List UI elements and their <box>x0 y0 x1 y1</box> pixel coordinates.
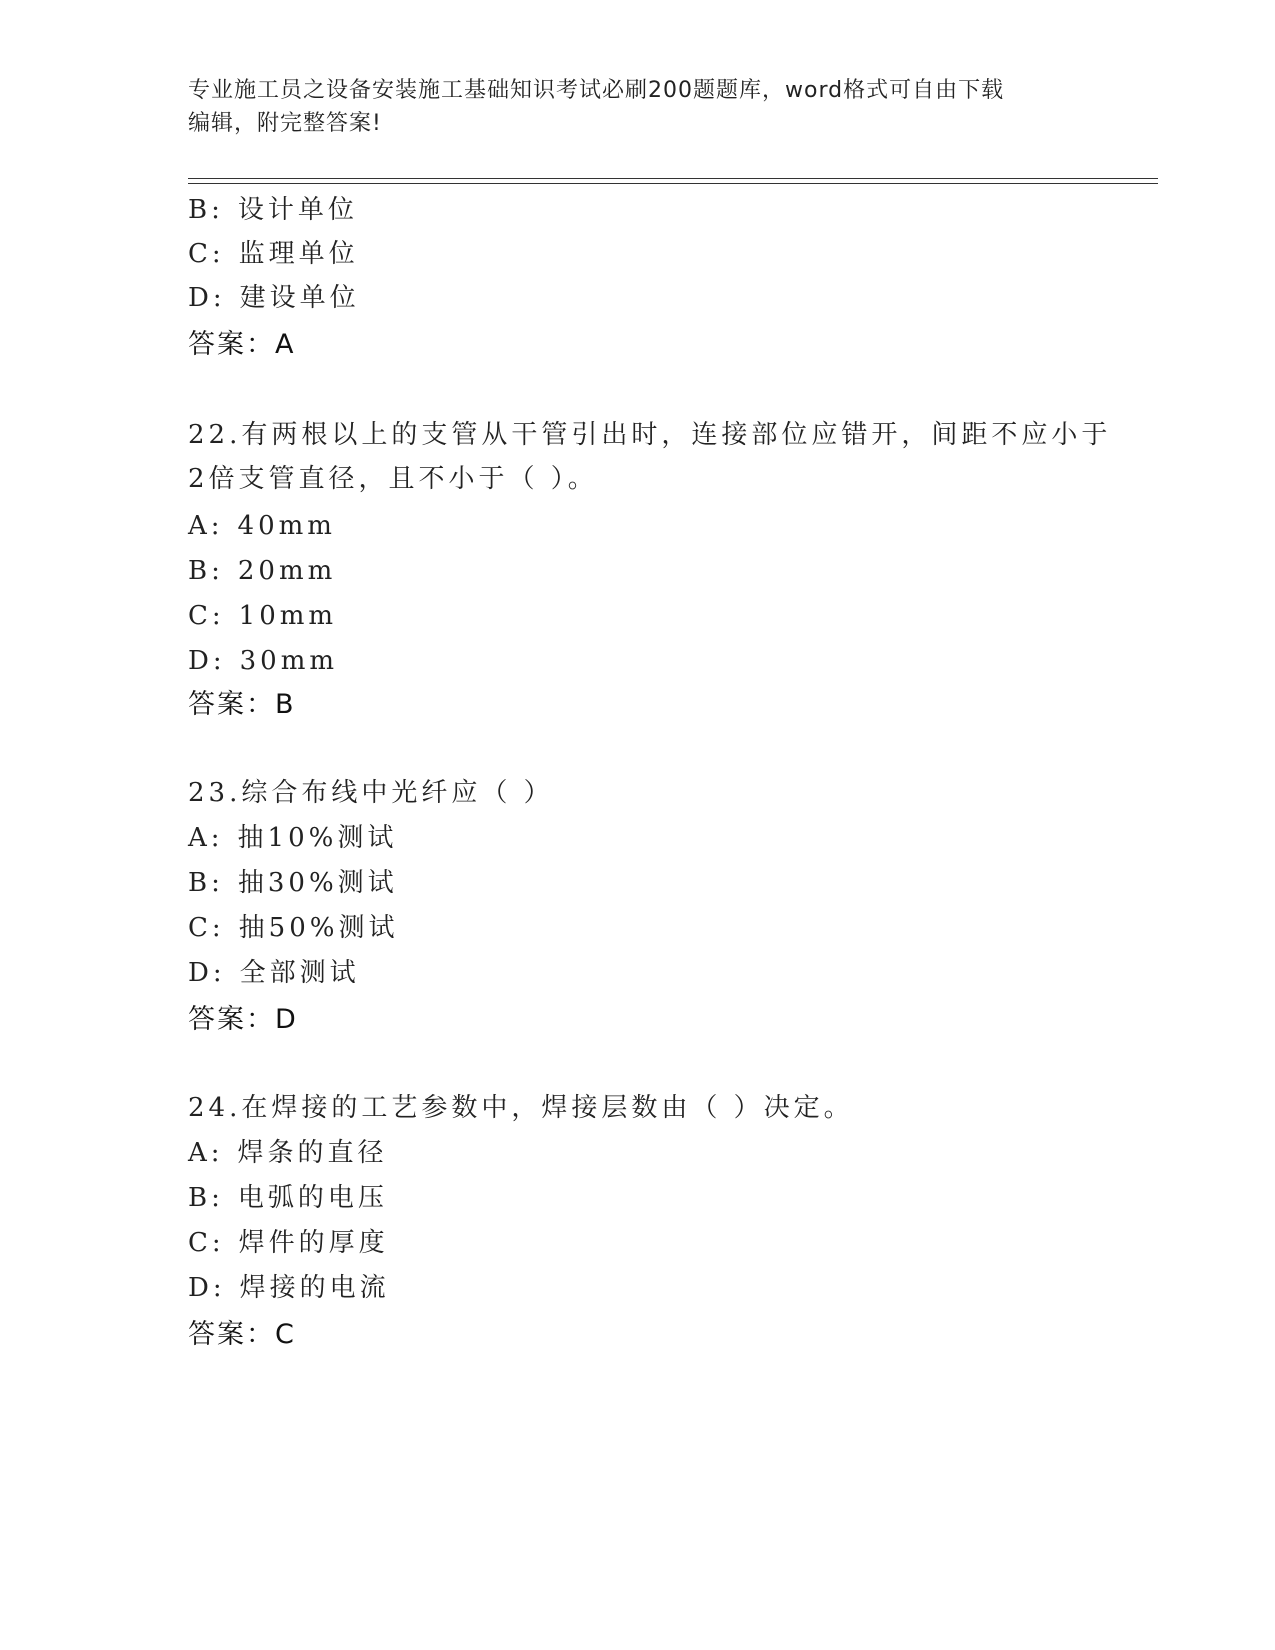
option-text: 10mm <box>238 601 338 631</box>
header-line-2: 编辑，附完整答案! <box>188 111 382 136</box>
option-text: 抽50%测试 <box>238 913 399 943</box>
q21-option-d <box>188 283 360 313</box>
q24-stem-line-1: 24.在焊接的工艺参数中，焊接层数由（ ）决定。 <box>188 1093 854 1123</box>
option-label: C: <box>188 913 225 943</box>
header-divider-bottom <box>188 183 1158 184</box>
document-header <box>188 74 1068 140</box>
option-label: C: <box>188 239 225 269</box>
option-label: A: <box>188 511 224 541</box>
q22-option-a <box>188 511 336 541</box>
q24-option-b <box>188 1183 388 1213</box>
option-text: 抽10%测试 <box>237 823 398 853</box>
header-line-1: 专业施工员之设备安装施工基础知识考试必刷200题题库，word格式可自由下载 <box>188 78 1005 103</box>
option-label: D: <box>188 283 226 313</box>
option-label: C: <box>188 601 225 631</box>
q22-option-c <box>188 601 337 631</box>
option-text: 建设单位 <box>239 283 360 313</box>
option-text: 焊条的直径 <box>237 1138 388 1168</box>
q22-option-b <box>188 556 336 586</box>
option-text: 40mm <box>237 511 336 541</box>
option-label: B: <box>188 195 224 225</box>
option-text: 设计单位 <box>237 195 358 225</box>
option-text: 焊接的电流 <box>239 1273 390 1303</box>
option-label: D: <box>188 958 226 988</box>
option-label: D: <box>188 1273 226 1303</box>
q21-option-b <box>188 195 358 225</box>
option-text: 监理单位 <box>238 239 359 269</box>
q22-stem-line-1: 22.有两根以上的支管从干管引出时，连接部位应错开，间距不应小于 <box>188 420 1112 450</box>
option-text: 全部测试 <box>239 958 360 988</box>
option-text: 焊件的厚度 <box>238 1228 389 1258</box>
option-label: B: <box>188 868 224 898</box>
option-label: C: <box>188 1228 225 1258</box>
option-label: B: <box>188 556 224 586</box>
option-text: 30mm <box>239 646 339 676</box>
q23-option-b <box>188 868 398 898</box>
q21-answer: 答案：A <box>188 329 296 360</box>
q23-option-c <box>188 913 398 943</box>
option-label: D: <box>188 646 226 676</box>
q21-option-c <box>188 239 359 269</box>
q23-option-d <box>188 958 360 988</box>
q24-answer: 答案：C <box>188 1319 296 1350</box>
option-label: A: <box>188 1138 224 1168</box>
option-text: 抽30%测试 <box>237 868 398 898</box>
q23-option-a <box>188 823 397 853</box>
q22-answer: 答案：B <box>188 689 296 720</box>
q24-option-c <box>188 1228 389 1258</box>
q23-answer: 答案：D <box>188 1004 298 1035</box>
q24-option-a <box>188 1138 388 1168</box>
option-text: 20mm <box>237 556 337 586</box>
q23-stem-line-1: 23.综合布线中光纤应（ ） <box>188 778 554 808</box>
option-label: A: <box>188 823 224 853</box>
q22-stem-line-2: 2倍支管直径，且不小于（ ）。 <box>188 464 598 494</box>
q22-option-d <box>188 646 338 676</box>
option-label: B: <box>188 1183 224 1213</box>
q24-option-d <box>188 1273 390 1303</box>
option-text: 电弧的电压 <box>237 1183 388 1213</box>
header-divider-top <box>188 178 1158 179</box>
